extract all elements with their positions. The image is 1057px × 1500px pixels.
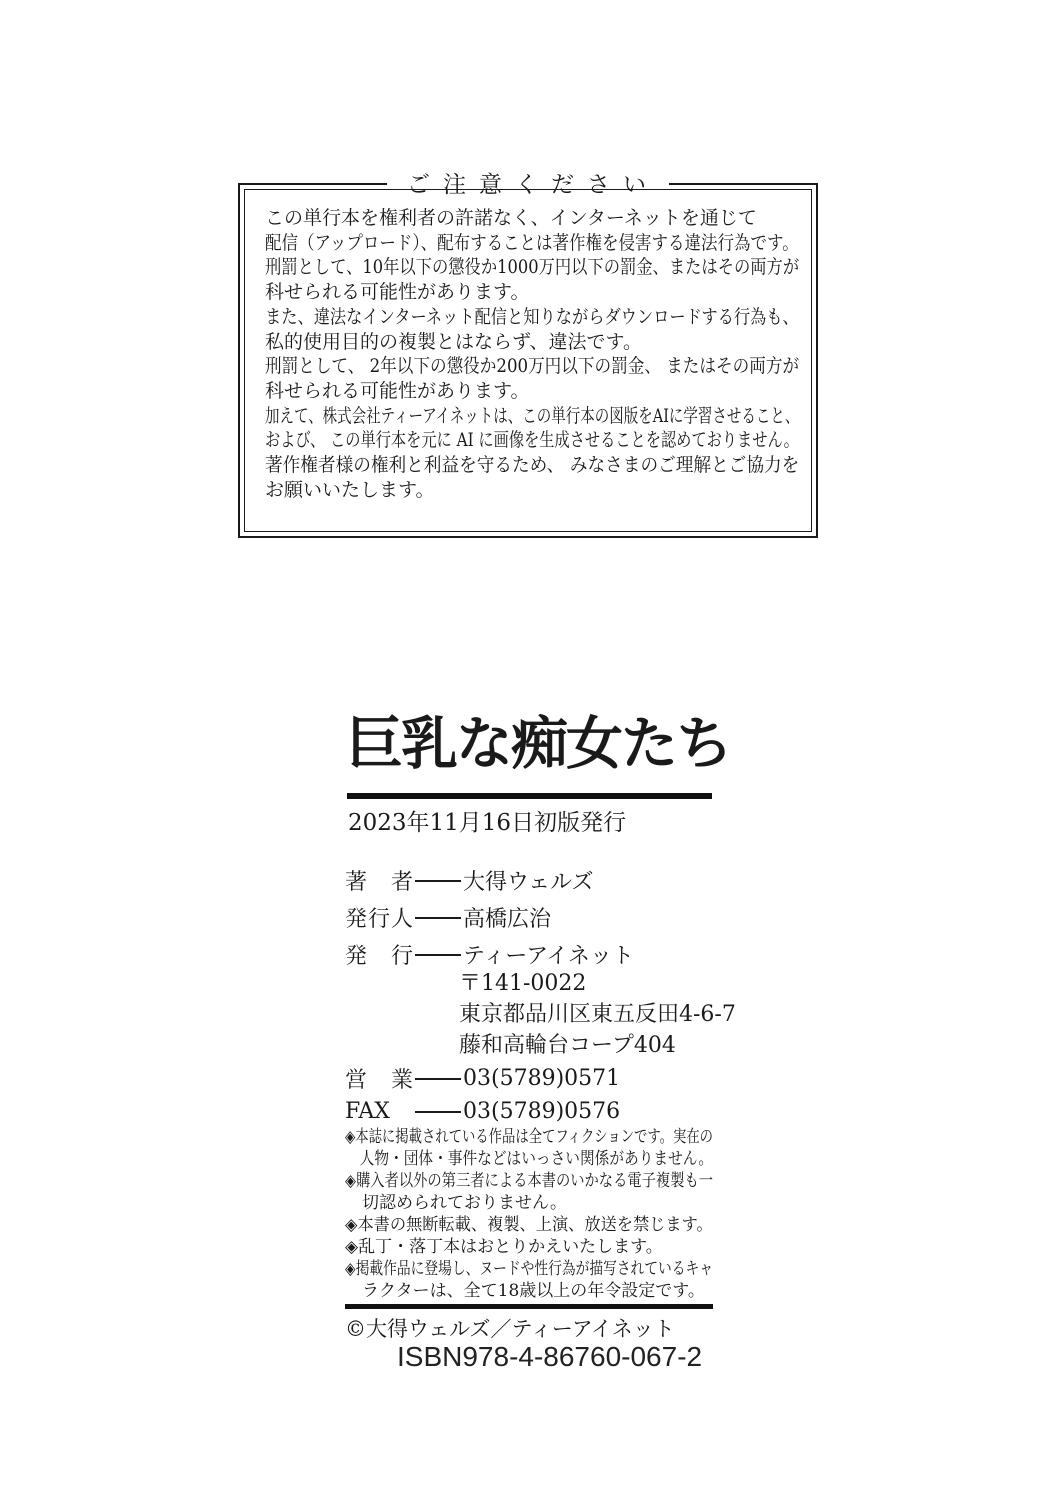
- notice-box-inner-border: [244, 189, 812, 532]
- notice-line: および、 この単行本を元に AI に画像を生成させることを認めておりません。: [265, 429, 799, 452]
- note-item: [345, 1214, 713, 1236]
- leader-dash: [415, 880, 461, 882]
- notice-line: 科せられる可能性があります。: [265, 281, 530, 304]
- copyright-notice-box: [238, 172, 818, 538]
- fax-row: [345, 1095, 620, 1128]
- notice-line: 刑罰として、10年以下の懲役か1000万円以下の罰金、またはその両方が: [265, 256, 800, 279]
- note-item: [345, 1258, 713, 1302]
- note-line: ◈購入者以外の第三者による本書のいかなる電子複製も一: [345, 1171, 714, 1191]
- notice-line: 配信（アップロード）、配布することは著作権を侵害する違法行為です。: [265, 231, 799, 254]
- notice-line: お願いいたします。: [265, 478, 435, 501]
- note-item: [345, 1236, 713, 1258]
- notice-line: 刑罰として、 2年以下の懲役か200万円以下の罰金、 またはその両方が: [265, 355, 800, 378]
- notice-line: 加えて、株式会社ティーアイネットは、この単行本の図版をAIに学習させること、: [265, 404, 800, 427]
- issuer-row: [345, 899, 634, 936]
- colophon-rows: [345, 862, 634, 973]
- leader-dash: [415, 917, 461, 919]
- note-line: 人物・団体・事件などはいっさい関係がありません。: [359, 1149, 714, 1169]
- legal-notes-list: [345, 1126, 713, 1302]
- notice-line: 科せられる可能性があります。: [265, 379, 530, 402]
- author-label: 著者: [345, 870, 413, 895]
- bottom-divider-rule: [345, 1304, 713, 1309]
- publisher-address: [459, 968, 736, 1061]
- publisher-label: 発行: [345, 944, 413, 969]
- book-title: 巨乳な痴女たち: [346, 710, 731, 777]
- fax-label: FAX: [345, 1099, 390, 1124]
- address-line: 藤和高輪台コープ404: [459, 1033, 676, 1058]
- title-underline-rule: [347, 793, 712, 799]
- note-line: 切認められておりません。: [362, 1193, 568, 1213]
- leader-dash: [415, 1111, 461, 1113]
- note-line: ◈本誌に掲載されている作品は全てフィクションです。実在の: [345, 1127, 714, 1147]
- note-line: ◈本書の無断転載、複製、上演、放送を禁じます。: [345, 1215, 713, 1235]
- sales-phone-number: 03(5789)0571: [463, 1066, 621, 1091]
- note-line: ◈乱丁・落丁本はおとりかえいたします。: [345, 1237, 663, 1257]
- note-item: [345, 1170, 713, 1214]
- notice-body: [245, 190, 811, 531]
- copyright-line: ©大得ウェルズ／ティーアイネット: [345, 1317, 675, 1341]
- fax-number: 03(5789)0576: [463, 1099, 621, 1124]
- notice-line: また、違法なインターネット配信と知りながらダウンロードする行為も、: [265, 305, 799, 328]
- address-line: 東京都品川区東五反田4-6-7: [459, 1002, 736, 1027]
- isbn: ISBN978-4-86760-067-2: [397, 1341, 703, 1372]
- postal-code: 〒141-0022: [459, 971, 587, 996]
- publisher-value: ティーアイネット: [463, 944, 634, 969]
- leader-dash: [415, 1078, 461, 1080]
- note-line: ラクターは、全て18歳以上の年令設定です。: [362, 1281, 705, 1301]
- author-value: 大得ウェルズ: [463, 870, 594, 895]
- edition-date: 2023年11月16日初版発行: [348, 810, 627, 836]
- notice-box-title: ご注意ください: [387, 169, 669, 201]
- note-item: [345, 1126, 713, 1170]
- sales-phone-row: [345, 1062, 620, 1095]
- author-row: [345, 862, 634, 899]
- issuer-label: 発行人: [345, 907, 413, 932]
- issuer-value: 高橋広治: [463, 907, 552, 932]
- sales-label: 営業: [345, 1068, 413, 1093]
- notice-line: 私的使用目的の複製とはならず、違法です。: [265, 330, 642, 353]
- notice-line: 著作権者様の権利と利益を守るため、 みなさまのご理解とご協力を: [265, 454, 800, 477]
- leader-dash: [415, 954, 461, 956]
- notice-line: この単行本を権利者の許諾なく、インターネットを通じて: [265, 207, 757, 229]
- contact-rows: [345, 1062, 620, 1128]
- note-line: ◈掲載作品に登場し、ヌードや性行為が描写されているキャ: [345, 1259, 714, 1279]
